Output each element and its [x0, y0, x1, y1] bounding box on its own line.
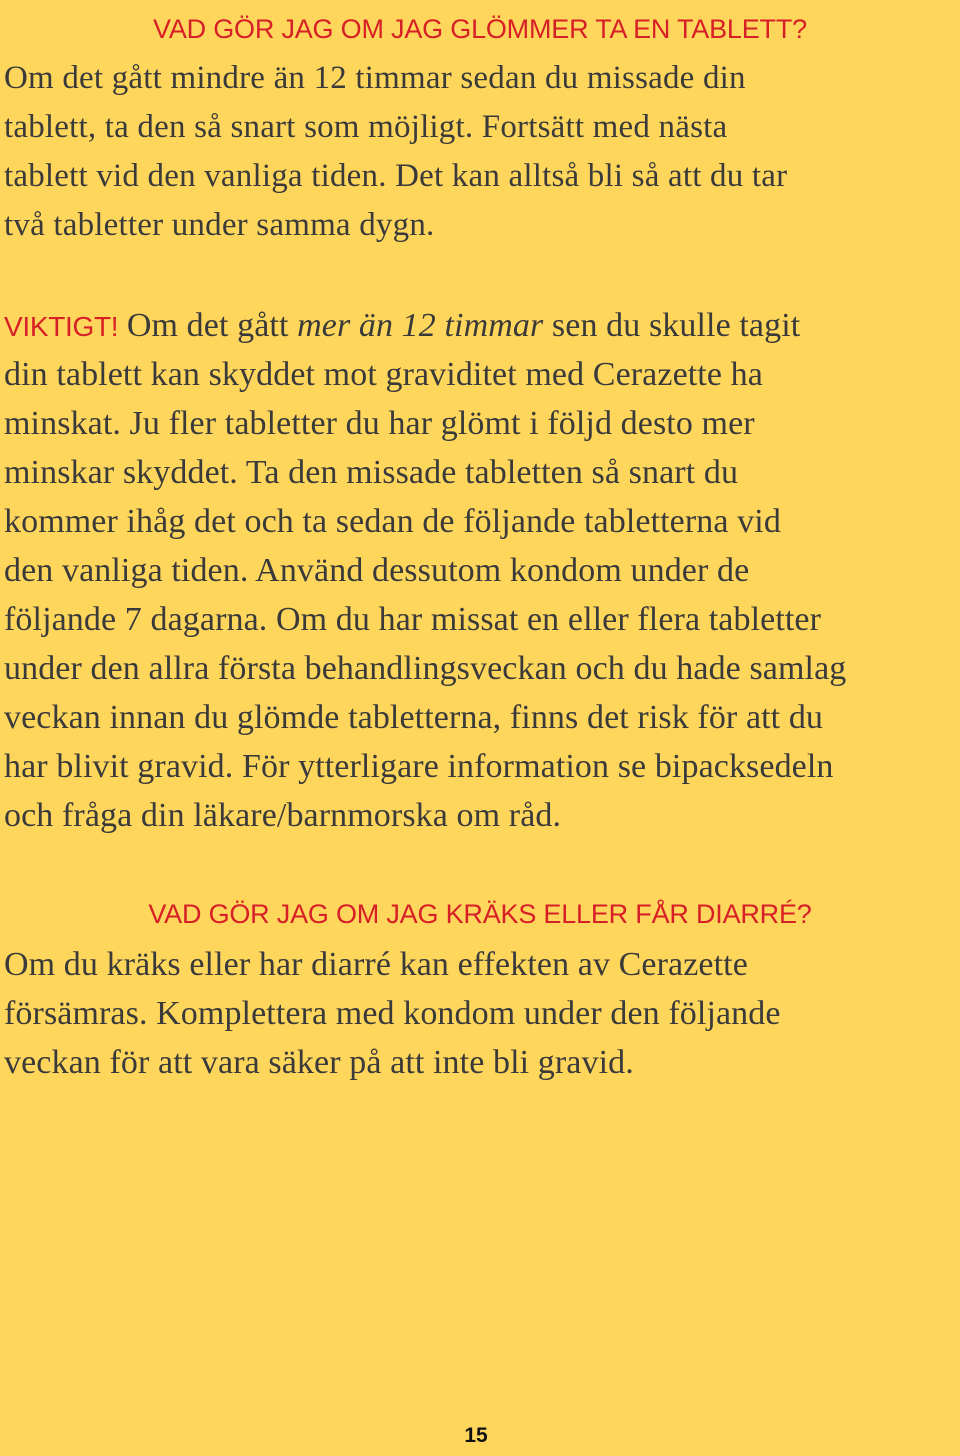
important-text: sen du skulle tagit [543, 307, 801, 344]
heading-forgot-tablet: VAD GÖR JAG OM JAG GLÖMMER TA EN TABLETT? [153, 14, 807, 44]
text-line [4, 301, 954, 350]
important-text: Om det gått [118, 307, 298, 344]
text-line: två tabletter under samma dygn. [4, 207, 435, 243]
text-line: försämras. Komplettera med kondom under den följande [4, 995, 781, 1032]
text-line: tablett vid den vanliga tiden. Det kan alltså bli så att du tar [4, 158, 788, 194]
important-emphasis: mer än 12 timmar [297, 307, 544, 344]
text-line: följande 7 dagarna. Om du har missat en eller flera tabletter [4, 601, 822, 638]
text-line: veckan för att vara säker på att inte bli gravid. [4, 1044, 634, 1081]
text-line: Om du kräks eller har diarré kan effekten av Cerazette [4, 946, 748, 983]
text-line: har blivit gravid. För ytterligare information se bipacksedeln [4, 748, 834, 785]
paragraph-forgot-tablet [4, 54, 954, 250]
important-label: VIKTIGT! [4, 311, 119, 342]
text-line: Om det gått mindre än 12 timmar sedan du missade din [4, 60, 746, 96]
text-line: den vanliga tiden. Använd dessutom kondom under de [4, 552, 750, 589]
text-line: din tablett kan skyddet mot graviditet med Cerazette ha [4, 356, 763, 393]
text-line: kommer ihåg det och ta sedan de följande tabletterna vid [4, 503, 781, 540]
text-line: veckan innan du glömde tabletterna, finns det risk för att du [4, 699, 824, 736]
text-line: minskar skyddet. Ta den missade tabletten så snart du [4, 454, 739, 491]
text-line: tablett, ta den så snart som möjligt. Fortsätt med nästa [4, 109, 728, 145]
paragraph-vomit-diarrhea [4, 940, 954, 1087]
page-number: 15 [464, 1424, 488, 1447]
paragraph-important [4, 301, 954, 840]
text-line: och fråga din läkare/barnmorska om råd. [4, 797, 562, 834]
heading-vomit-diarrhea: VAD GÖR JAG OM JAG KRÄKS ELLER FÅR DIARRÉ? [148, 899, 812, 929]
text-line: minskat. Ju fler tabletter du har glömt i följd desto mer [4, 405, 755, 442]
text-line: under den allra första behandlingsveckan och du hade samlag [4, 650, 847, 687]
